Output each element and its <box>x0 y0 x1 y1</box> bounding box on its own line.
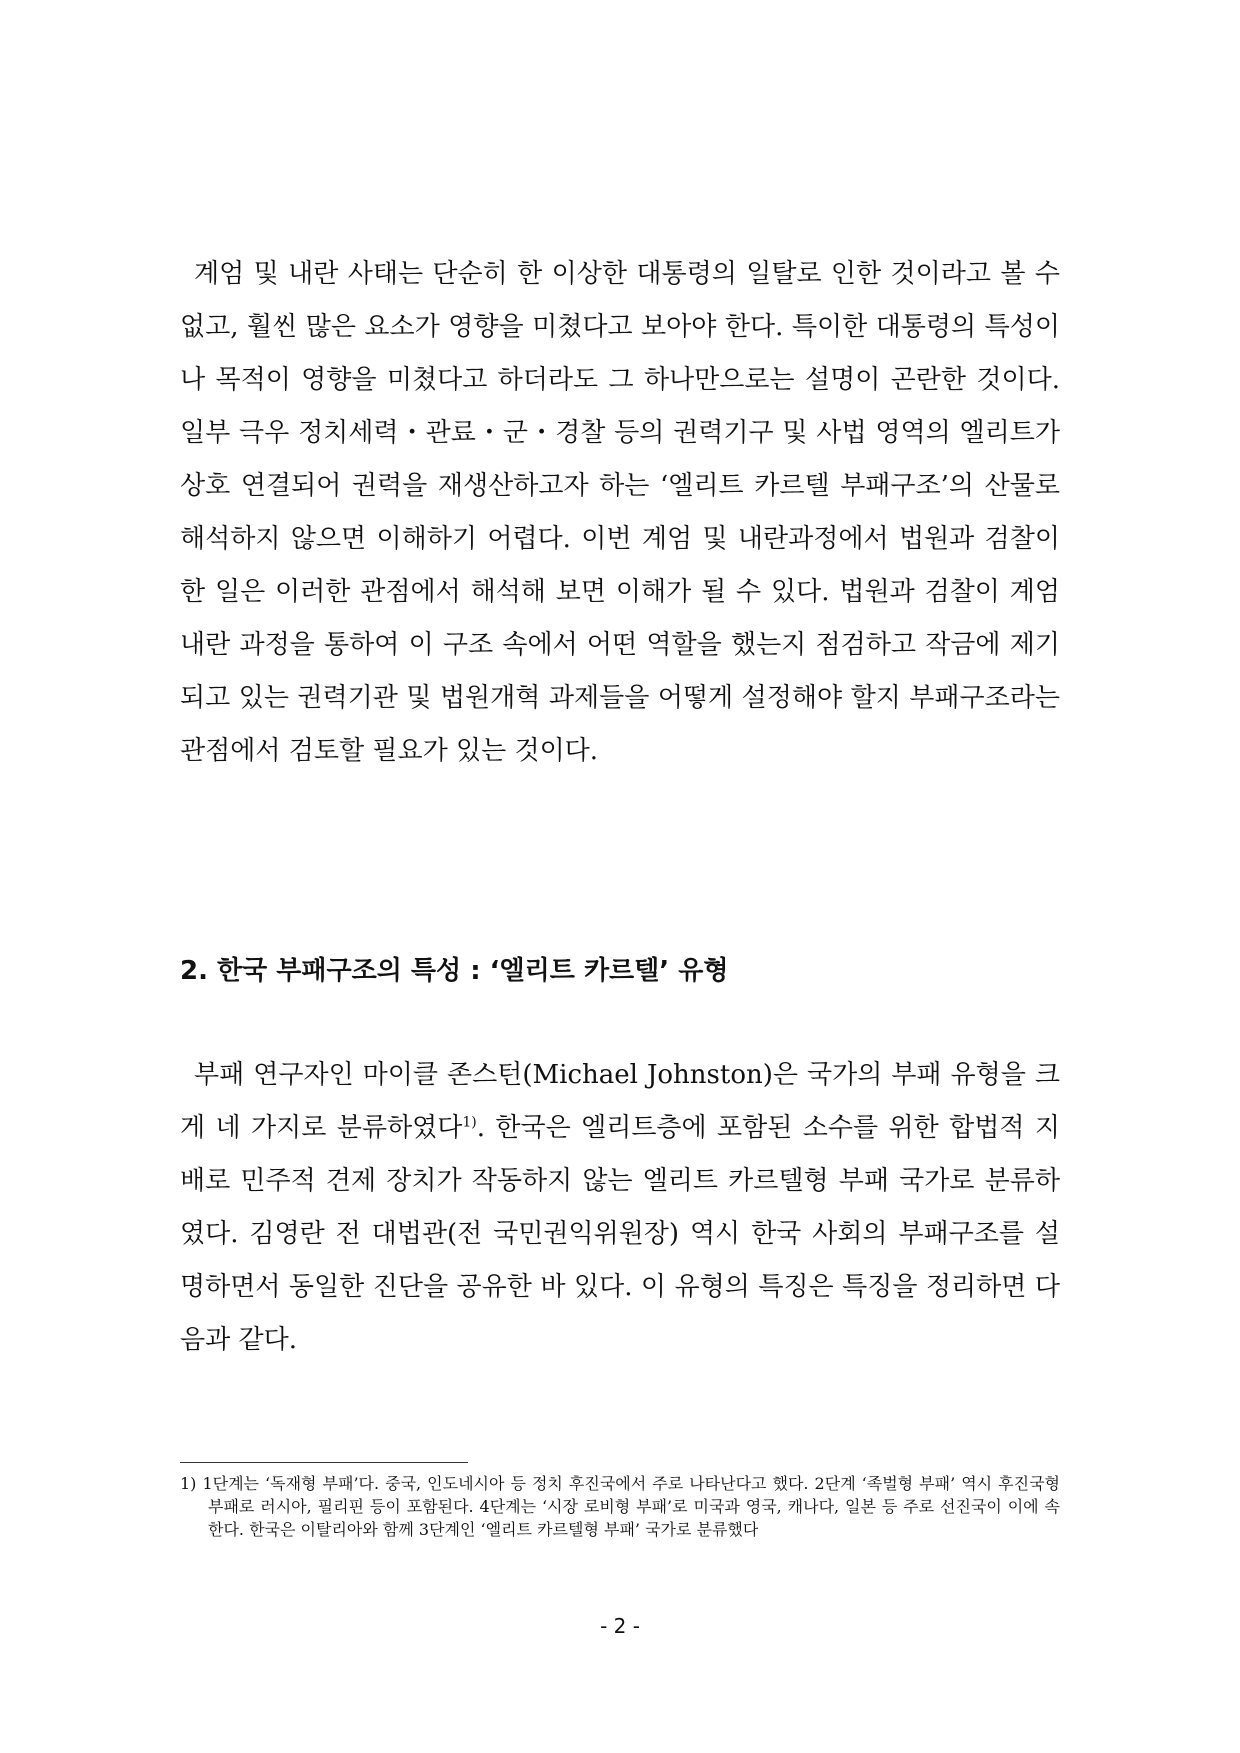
footnote-1 <box>180 1472 1060 1541</box>
footnote-text: 1단계는 ‘독재형 부패’다. 중국, 인도네시아 등 정치 후진국에서 주로 나타난다고 했다. 2단계 ‘족벌형 부패’ 역시 후진국형 부패로 러시아, 필리핀 등이 포함된다. 4단계는 ‘시장 로비형 부패’로 미국과 영국, 캐나다, 일본 등 주로 선진국이 이에 속한다. 한국은 이탈리아와 함께 3단계인 ‘엘리트 카르텔형 부패’ 국가로 분류했다 <box>202 1474 1060 1539</box>
paragraph-2-text-start: 부패 연구자인 마이클 존스턴(Michael Johnston)은 국가의 부패 유형을 크게 네 가지로 분류하였다 <box>180 1060 1060 1143</box>
footnote-separator <box>180 1462 468 1463</box>
section-heading: 2. 한국 부패구조의 특성 : ‘엘리트 카르텔’ 유형 <box>180 956 729 986</box>
footnote-marker: 1) <box>180 1474 197 1493</box>
footnote-reference[interactable]: 1) <box>462 1114 477 1131</box>
page-number: - 2 - <box>600 1614 640 1638</box>
paragraph-2-text-end: . 한국은 엘리트층에 포함된 소수를 위한 합법적 지배로 민주적 견제 장치가 작동하지 않는 엘리트 카르텔형 부패 국가로 분류하였다. 김영란 전 대법관(전 국민권익위원장) 역시 한국 사회의 부패구조를 설명하면서 동일한 진단을 공유한 바 있다. 이 유형의 특징은 특징을 정리하면 다음과 같다. <box>180 1113 1060 1355</box>
body-paragraph-2 <box>180 1049 1060 1367</box>
body-paragraph-1: 계엄 및 내란 사태는 단순히 한 이상한 대통령의 일탈로 인한 것이라고 볼 수 없고, 훨씬 많은 요소가 영향을 미쳤다고 보아야 한다. 특이한 대통령의 특성이나 목적이 영향을 미쳤다고 하더라도 그 하나만으로는 설명이 곤란한 것이다. 일부 극우 정치세력・관료・군・경찰 등의 권력기구 및 사법 영역의 엘리트가 상호 연결되어 권력을 재생산하고자 하는 ‘엘리트 카르텔 부패구조’의 산물로 해석하지 않으면 이해하기 어렵다. 이번 계엄 및 내란과정에서 법원과 검찰이 한 일은 이러한 관점에서 해석해 보면 이해가 될 수 있다. 법원과 검찰이 계엄 내란 과정을 통하여 이 구조 속에서 어떤 역할을 했는지 점검하고 작금에 제기되고 있는 권력기관 및 법원개혁 과제들을 어떻게 설정해야 할지 부패구조라는 관점에서 검토할 필요가 있는 것이다. <box>180 259 1060 766</box>
